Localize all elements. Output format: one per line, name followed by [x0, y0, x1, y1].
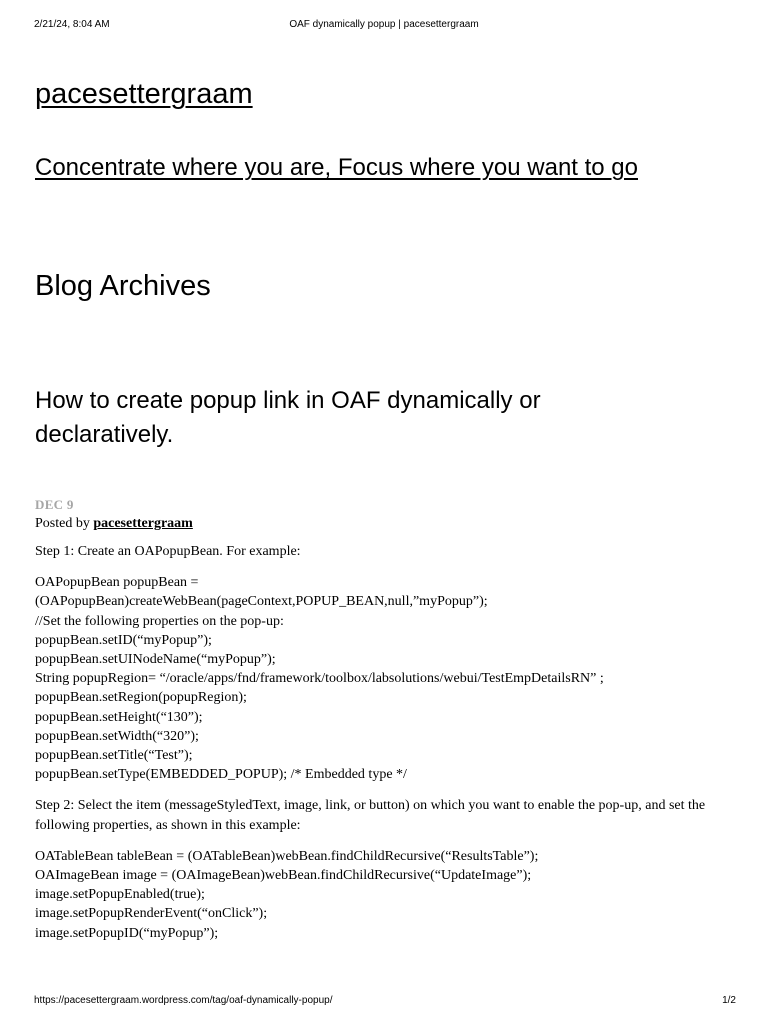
code-block-2 — [35, 847, 735, 943]
post-body — [35, 542, 735, 955]
code-line: OAImageBean image = (OAImageBean)webBean.findChildRecursive(“UpdateImage”); — [35, 868, 532, 884]
post-date: DEC 9 — [35, 497, 74, 512]
code-line: popupBean.setRegion(popupRegion); — [35, 690, 247, 706]
code-block-1 — [35, 573, 735, 784]
code-line: (OAPopupBean)createWebBean(pageContext,POPUP_BEAN,null,”myPopup”); — [35, 594, 488, 610]
code-line: popupBean.setID(“myPopup”); — [35, 632, 212, 648]
code-line: popupBean.setType(EMBEDDED_POPUP); /* Embedded type */ — [35, 767, 407, 783]
code-line: popupBean.setTitle(“Test”); — [35, 748, 193, 764]
code-line: popupBean.setUINodeName(“myPopup”); — [35, 652, 276, 668]
step-2-text: Step 2: Select the item (messageStyledText, image, link, or button) on which you want to enable the pop-up, and set the following properties, as shown in this example: — [35, 798, 706, 833]
code-line: image.setPopupID(“myPopup”); — [35, 925, 219, 941]
author-link[interactable]: pacesettergraam — [93, 516, 193, 531]
site-tagline-link[interactable]: Concentrate where you are, Focus where you want to go — [35, 154, 638, 181]
code-line: //Set the following properties on the pop-up: — [35, 613, 284, 629]
code-line: OAPopupBean popupBean = — [35, 575, 199, 591]
archives-heading: Blog Archives — [35, 270, 211, 302]
code-line: popupBean.setWidth(“320”); — [35, 728, 199, 744]
print-footer — [0, 994, 768, 1008]
posted-by-label: Posted by — [35, 516, 90, 531]
post-title: How to create popup link in OAF dynamically or declaratively. — [35, 387, 541, 448]
code-line: OATableBean tableBean = (OATableBean)webBean.findChildRecursive(“ResultsTable”); — [35, 848, 539, 864]
print-header — [0, 18, 768, 32]
site-title-link[interactable]: pacesettergraam — [35, 78, 253, 110]
code-line: image.setPopupRenderEvent(“onClick”); — [35, 906, 268, 922]
code-line: String popupRegion= “/oracle/apps/fnd/framework/toolbox/labsolutions/webui/TestEmpDetailsRN” ; — [35, 671, 604, 687]
code-line: image.setPopupEnabled(true); — [35, 887, 205, 903]
code-line: popupBean.setHeight(“130”); — [35, 709, 203, 725]
print-page-title: OAF dynamically popup | pacesettergraam — [289, 19, 479, 30]
print-url: https://pacesettergraam.wordpress.com/tag/oaf-dynamically-popup/ — [34, 995, 333, 1006]
print-page-number: 1/2 — [722, 995, 736, 1006]
posted-by — [35, 515, 193, 533]
step-1-text: Step 1: Create an OAPopupBean. For example: — [35, 544, 301, 559]
print-datetime: 2/21/24, 8:04 AM — [34, 19, 110, 30]
